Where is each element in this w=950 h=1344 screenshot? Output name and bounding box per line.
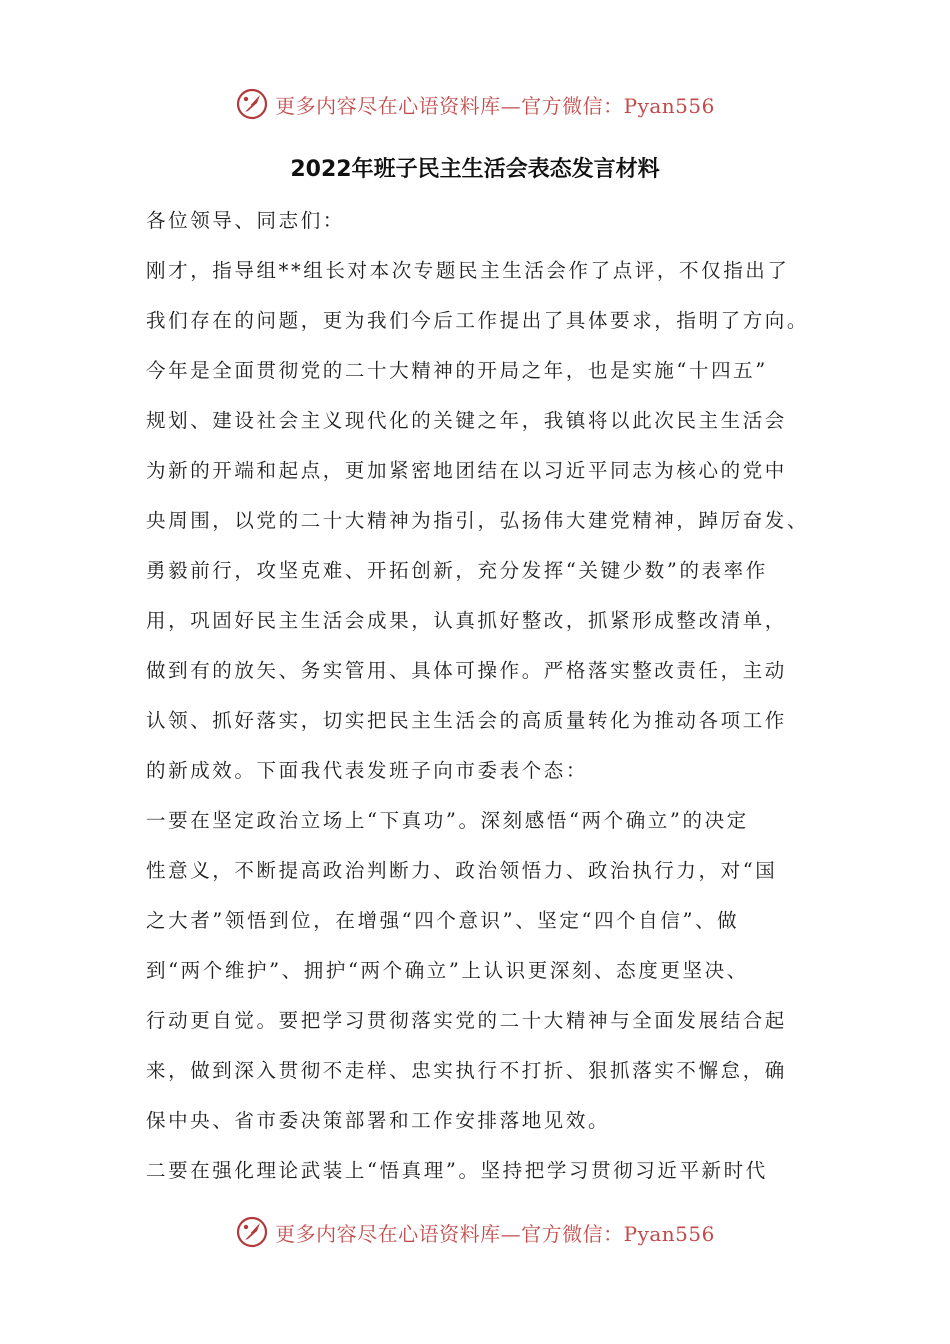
text-line: 来，做到深入贯彻不走样、忠实执行不打折、狠抓落实不懈怠，确: [146, 1059, 787, 1082]
text-line: 用，巩固好民主生活会成果，认真抓好整改，抓紧形成整改清单，: [146, 609, 787, 632]
footer-watermark: [0, 1212, 950, 1252]
watermark-text: 更多内容尽在心语资料库—官方微信：Pyan556: [275, 1221, 715, 1246]
text-line: 一要在坚定政治立场上“下真功”。深刻感悟“两个确立”的决定: [146, 809, 749, 832]
text-line: 为新的开端和起点，更加紧密地团结在以习近平同志为核心的党中: [146, 459, 787, 482]
watermark-group: [235, 87, 715, 121]
text-line: 性意义，不断提高政治判断力、政治领悟力、政治执行力，对“国: [146, 859, 778, 882]
quill-pen-logo-icon: [235, 1215, 269, 1249]
document-body: [146, 196, 810, 1196]
text-line: 二要在强化理论武装上“悟真理”。坚持把学习贯彻习近平新时代: [146, 1159, 768, 1182]
text-line: 保中央、省市委决策部署和工作安排落地见效。: [146, 1109, 611, 1132]
text-line: 各位领导、同志们：: [146, 209, 345, 232]
text-line: 到“两个维护”、拥护“两个确立”上认识更深刻、态度更坚决、: [146, 959, 749, 982]
text-line: 行动更自觉。要把学习贯彻落实党的二十大精神与全面发展结合起: [146, 1009, 787, 1032]
text-line: 勇毅前行，攻坚克难、开拓创新，充分发挥“关键少数”的表率作: [146, 559, 768, 582]
text-line: 规划、建设社会主义现代化的关键之年，我镇将以此次民主生活会: [146, 409, 787, 432]
text-line: 刚才，指导组**组长对本次专题民主生活会作了点评，不仅指出了: [146, 259, 790, 282]
text-line: 认领、抓好落实，切实把民主生活会的高质量转化为推动各项工作: [146, 709, 787, 732]
text-line: 做到有的放矢、务实管用、具体可操作。严格落实整改责任，主动: [146, 659, 787, 682]
text-line: 央周围，以党的二十大精神为指引，弘扬伟大建党精神，踔厉奋发、: [146, 509, 810, 532]
text-line: 今年是全面贯彻党的二十大精神的开局之年，也是实施“十四五”: [146, 359, 768, 382]
text-line: 我们存在的问题，更为我们今后工作提出了具体要求，指明了方向。: [146, 309, 810, 332]
text-line: 的新成效。下面我代表发班子向市委表个态：: [146, 759, 589, 782]
text-line: 之大者”领悟到位，在增强“四个意识”、坚定“四个自信”、做: [146, 909, 740, 932]
watermark-group: [235, 1215, 715, 1249]
quill-pen-logo-icon: [235, 87, 269, 121]
document-title: 2022年班子民主生活会表态发言材料: [290, 157, 660, 182]
watermark-text: 更多内容尽在心语资料库—官方微信：Pyan556: [275, 93, 715, 118]
header-watermark: [0, 84, 950, 124]
